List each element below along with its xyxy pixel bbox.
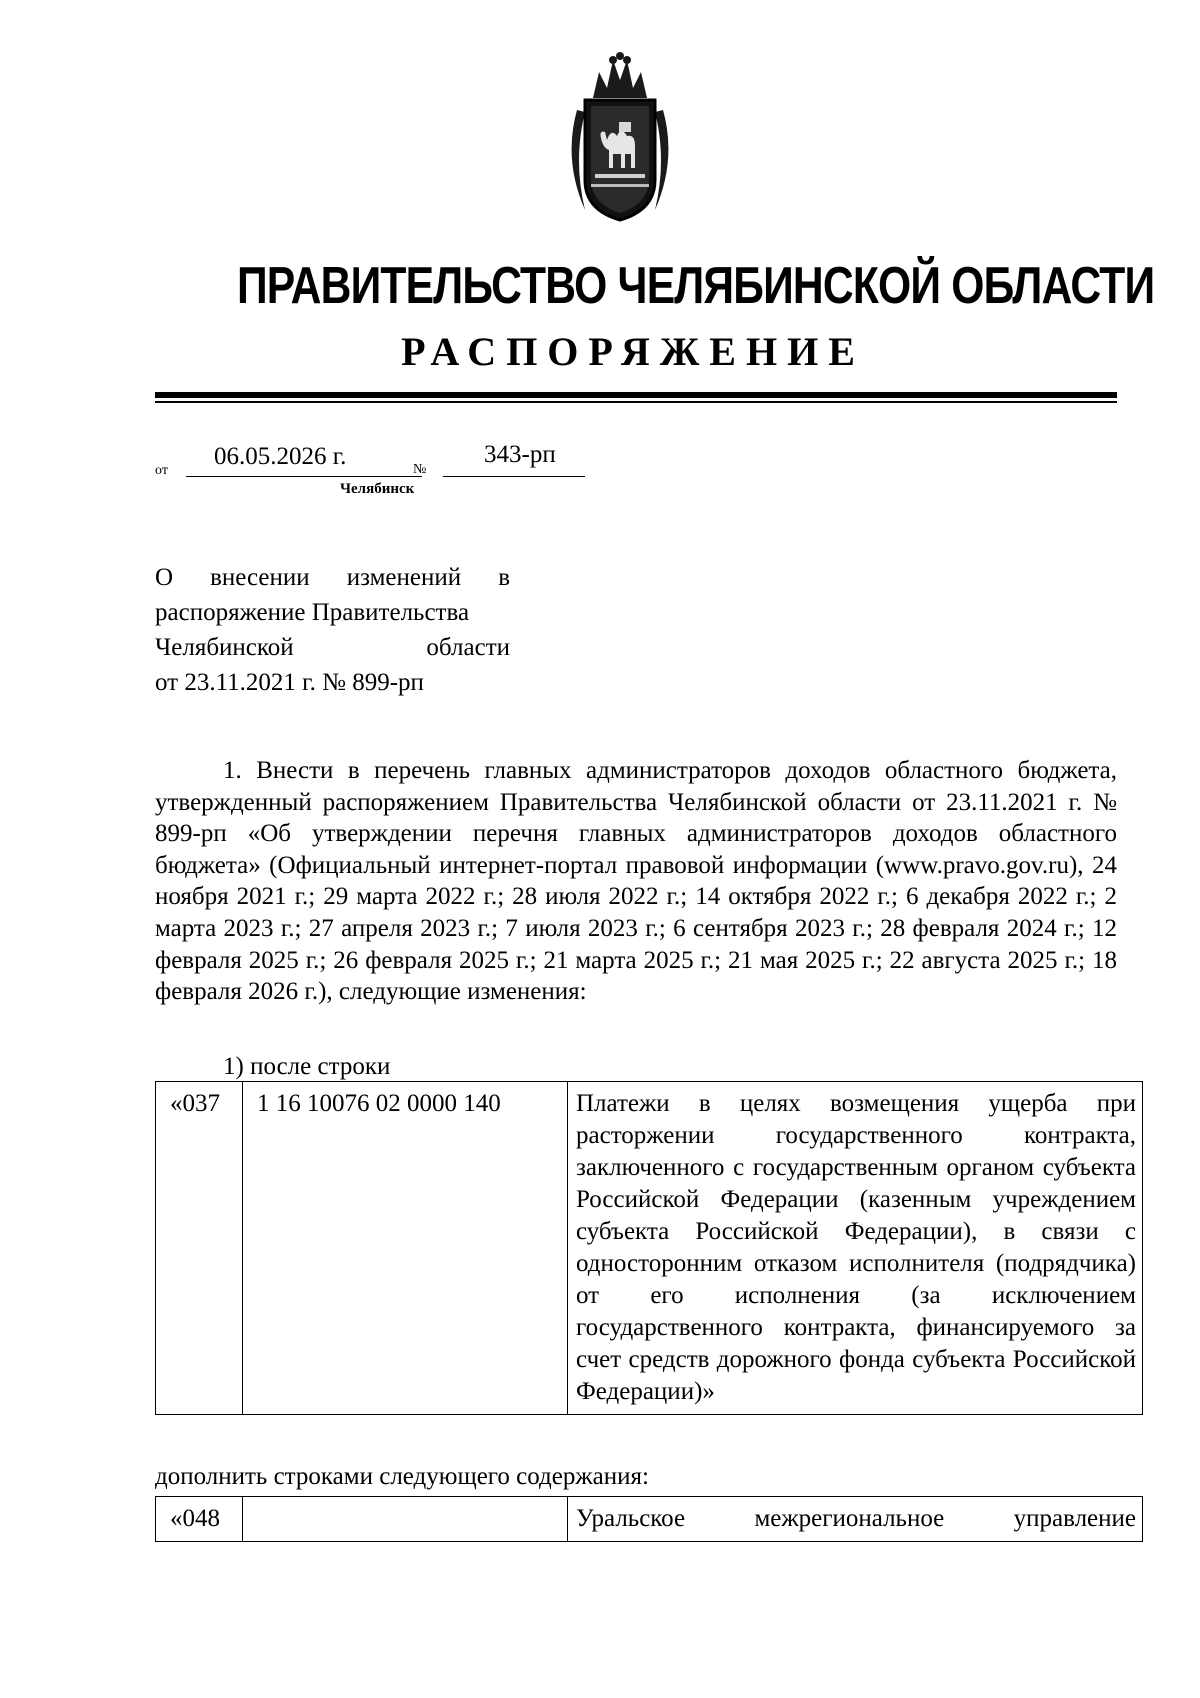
- after-table-text: дополнить строками следующего содержания:: [155, 1463, 649, 1490]
- organization-title: ПРАВИТЕЛЬСТВО ЧЕЛЯБИНСКОЙ ОБЛАСТИ: [236, 257, 1155, 315]
- revenue-code-cell: [243, 1497, 568, 1542]
- number-underline: [443, 476, 585, 477]
- header-divider: [155, 392, 1117, 398]
- document-number: 343-рп: [484, 441, 556, 468]
- subitem: 1) после строки: [223, 1053, 391, 1080]
- document-type: РАСПОРЯЖЕНИЕ: [401, 329, 865, 374]
- subject-line: распоряжение Правительства: [155, 599, 470, 626]
- description-cell: Платежи в целях возмещения ущерба при расторжении государственного контракта, заключенного с государственным органом субъекта Российской Федерации (казенным учреждением субъекта Российской Федерации), в связи с односторонним отказом исполнителя (подрядчика) от его исполнения (за исключением государственного контракта, финансируемого за счет средств дорожного фонда субъекта Российской Федерации)»: [568, 1082, 1143, 1415]
- document-date: 06.05.2026 г.: [214, 443, 347, 470]
- body-text: [155, 755, 1117, 1008]
- paragraph: 1. Внести в перечень главных администраторов доходов областного бюджета, утвержденный распоряжением Правительства Челябинской области от 23.11.2021 г. № 899-рп «Об утверждении перечня главных администраторов доходов областного бюджета» (Официальный интернет-портал правовой информации (www.pravo.gov.ru), 24 ноября 2021 г.; 29 марта 2022 г.; 28 июля 2022 г.; 14 октября 2022 г.; 6 декабря 2022 г.; 2 марта 2023 г.; 27 апреля 2023 г.; 7 июля 2023 г.; 6 сентября 2023 г.; 28 февраля 2024 г.; 12 февраля 2025 г.; 26 февраля 2025 г.; 21 марта 2025 г.; 21 мая 2025 г.; 22 августа 2025 г.; 18 февраля 2026 г.), следующие изменения:: [155, 757, 1117, 1006]
- subject-line: Челябинской области: [155, 634, 510, 661]
- description-cell: Уральское межрегиональное управление: [568, 1497, 1143, 1542]
- code-table-new: [155, 1496, 1143, 1542]
- header-divider-thin: [155, 401, 1117, 403]
- table-row: [156, 1497, 1143, 1542]
- admin-code-cell: «048: [156, 1497, 243, 1542]
- table-row: [156, 1082, 1143, 1415]
- from-label: от: [155, 463, 168, 478]
- revenue-code-cell: 1 16 10076 02 0000 140: [243, 1082, 568, 1415]
- number-label: №: [413, 462, 427, 477]
- subject-line: О внесении изменений в: [155, 564, 510, 591]
- admin-code-cell: «037: [156, 1082, 243, 1415]
- chelyabinsk-coat-of-arms-icon: [555, 50, 685, 230]
- subject-line: от 23.11.2021 г. № 899-рп: [155, 669, 424, 696]
- code-table-existing: [155, 1081, 1143, 1415]
- city: Челябинск: [340, 481, 415, 497]
- date-underline: [186, 476, 422, 477]
- document-subject: [155, 560, 510, 700]
